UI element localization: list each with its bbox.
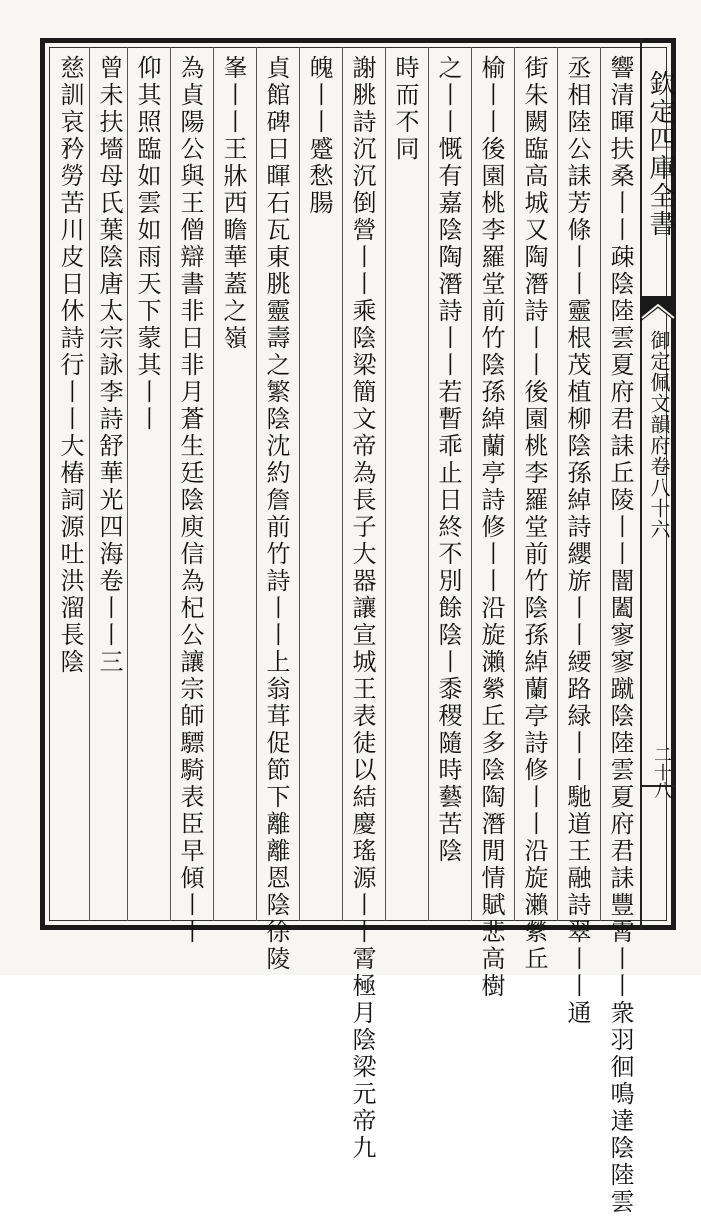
text-column: 為貞陽公與王僧辯書非日非月蒼生廷陰庾信為杞公讓宗師驃騎表臣早傾丨丨	[176, 55, 204, 946]
text-column: 貞館碑日暉石瓦東朓靈壽之繁陰沈約詹前竹詩丨丨上翁茸促節下離離恩陰徐陵	[262, 55, 290, 973]
text-column: 慈訓哀矜勞苦川皮日休詩行丨丨大椿詞源吐洪溜長陰	[56, 55, 84, 676]
column-divider	[471, 47, 472, 921]
fish-tail-mark-icon	[640, 296, 676, 322]
column-divider	[213, 47, 214, 921]
column-divider	[256, 47, 257, 921]
column-divider	[89, 47, 90, 921]
column-divider	[514, 47, 515, 921]
column-divider	[600, 47, 601, 921]
header-subtitle: 御定佩文韻府卷八十六	[647, 330, 671, 540]
text-column: 曾未扶墻母氏葉陰唐太宗詠李詩舒華光四海卷丨丨三	[95, 55, 123, 676]
column-divider	[127, 47, 128, 921]
text-column: 魄丨丨蹙愁腸	[305, 55, 333, 217]
column-divider	[557, 47, 558, 921]
text-column: 時而不同	[391, 55, 419, 163]
text-column: 之丨丨慨有嘉陰陶潛詩丨丨若暫乖止日終不別餘陰丨黍稷隨時藝苦陰	[434, 55, 462, 865]
text-column: 丞相陸公誄芳條丨丨靈根茂植柳陰孫綽詩纓旂丨丨䌁路緑丨丨馳道王融詩翠丨丨通	[563, 55, 591, 1027]
text-column: 街朱闕臨高城又陶潛詩丨丨後園桃李羅堂前竹陰孫綽蘭亭詩修丨丨沿旋瀨縈丘	[520, 55, 548, 973]
column-divider	[170, 47, 171, 921]
column-divider	[385, 47, 386, 921]
page-number: 二十八	[651, 745, 672, 799]
text-column: 峯丨丨王牀西瞻華蓋之嶺	[219, 55, 247, 352]
header-title: 欽定四庫全書	[645, 70, 675, 238]
column-divider	[428, 47, 429, 921]
column-divider	[342, 47, 343, 921]
text-column: 謝脁詩沉沉倒營丨丨乘陰梁簡文帝為長子大器讓宣城王表徒以結慶瑤源丨丨霄極月陰梁元帝九	[348, 55, 376, 1162]
text-column: 響清暉扶桑丨丨疎陰陸雲夏府君誄丘陵丨丨闇闔寥寥蹴陰陸雲夏府君誄豐霄丨丨衆羽徊鳴達陰陸雲	[606, 55, 634, 1216]
column-divider	[299, 47, 300, 921]
text-column: 榆丨丨後園桃李羅堂前竹陰孫綽蘭亭詩修丨丨沿旋瀨縈丘多陰陶潛閒情賦悲高樹	[477, 55, 505, 1000]
text-column: 仰其照臨如雲如雨天下蒙其丨丨	[133, 55, 161, 433]
